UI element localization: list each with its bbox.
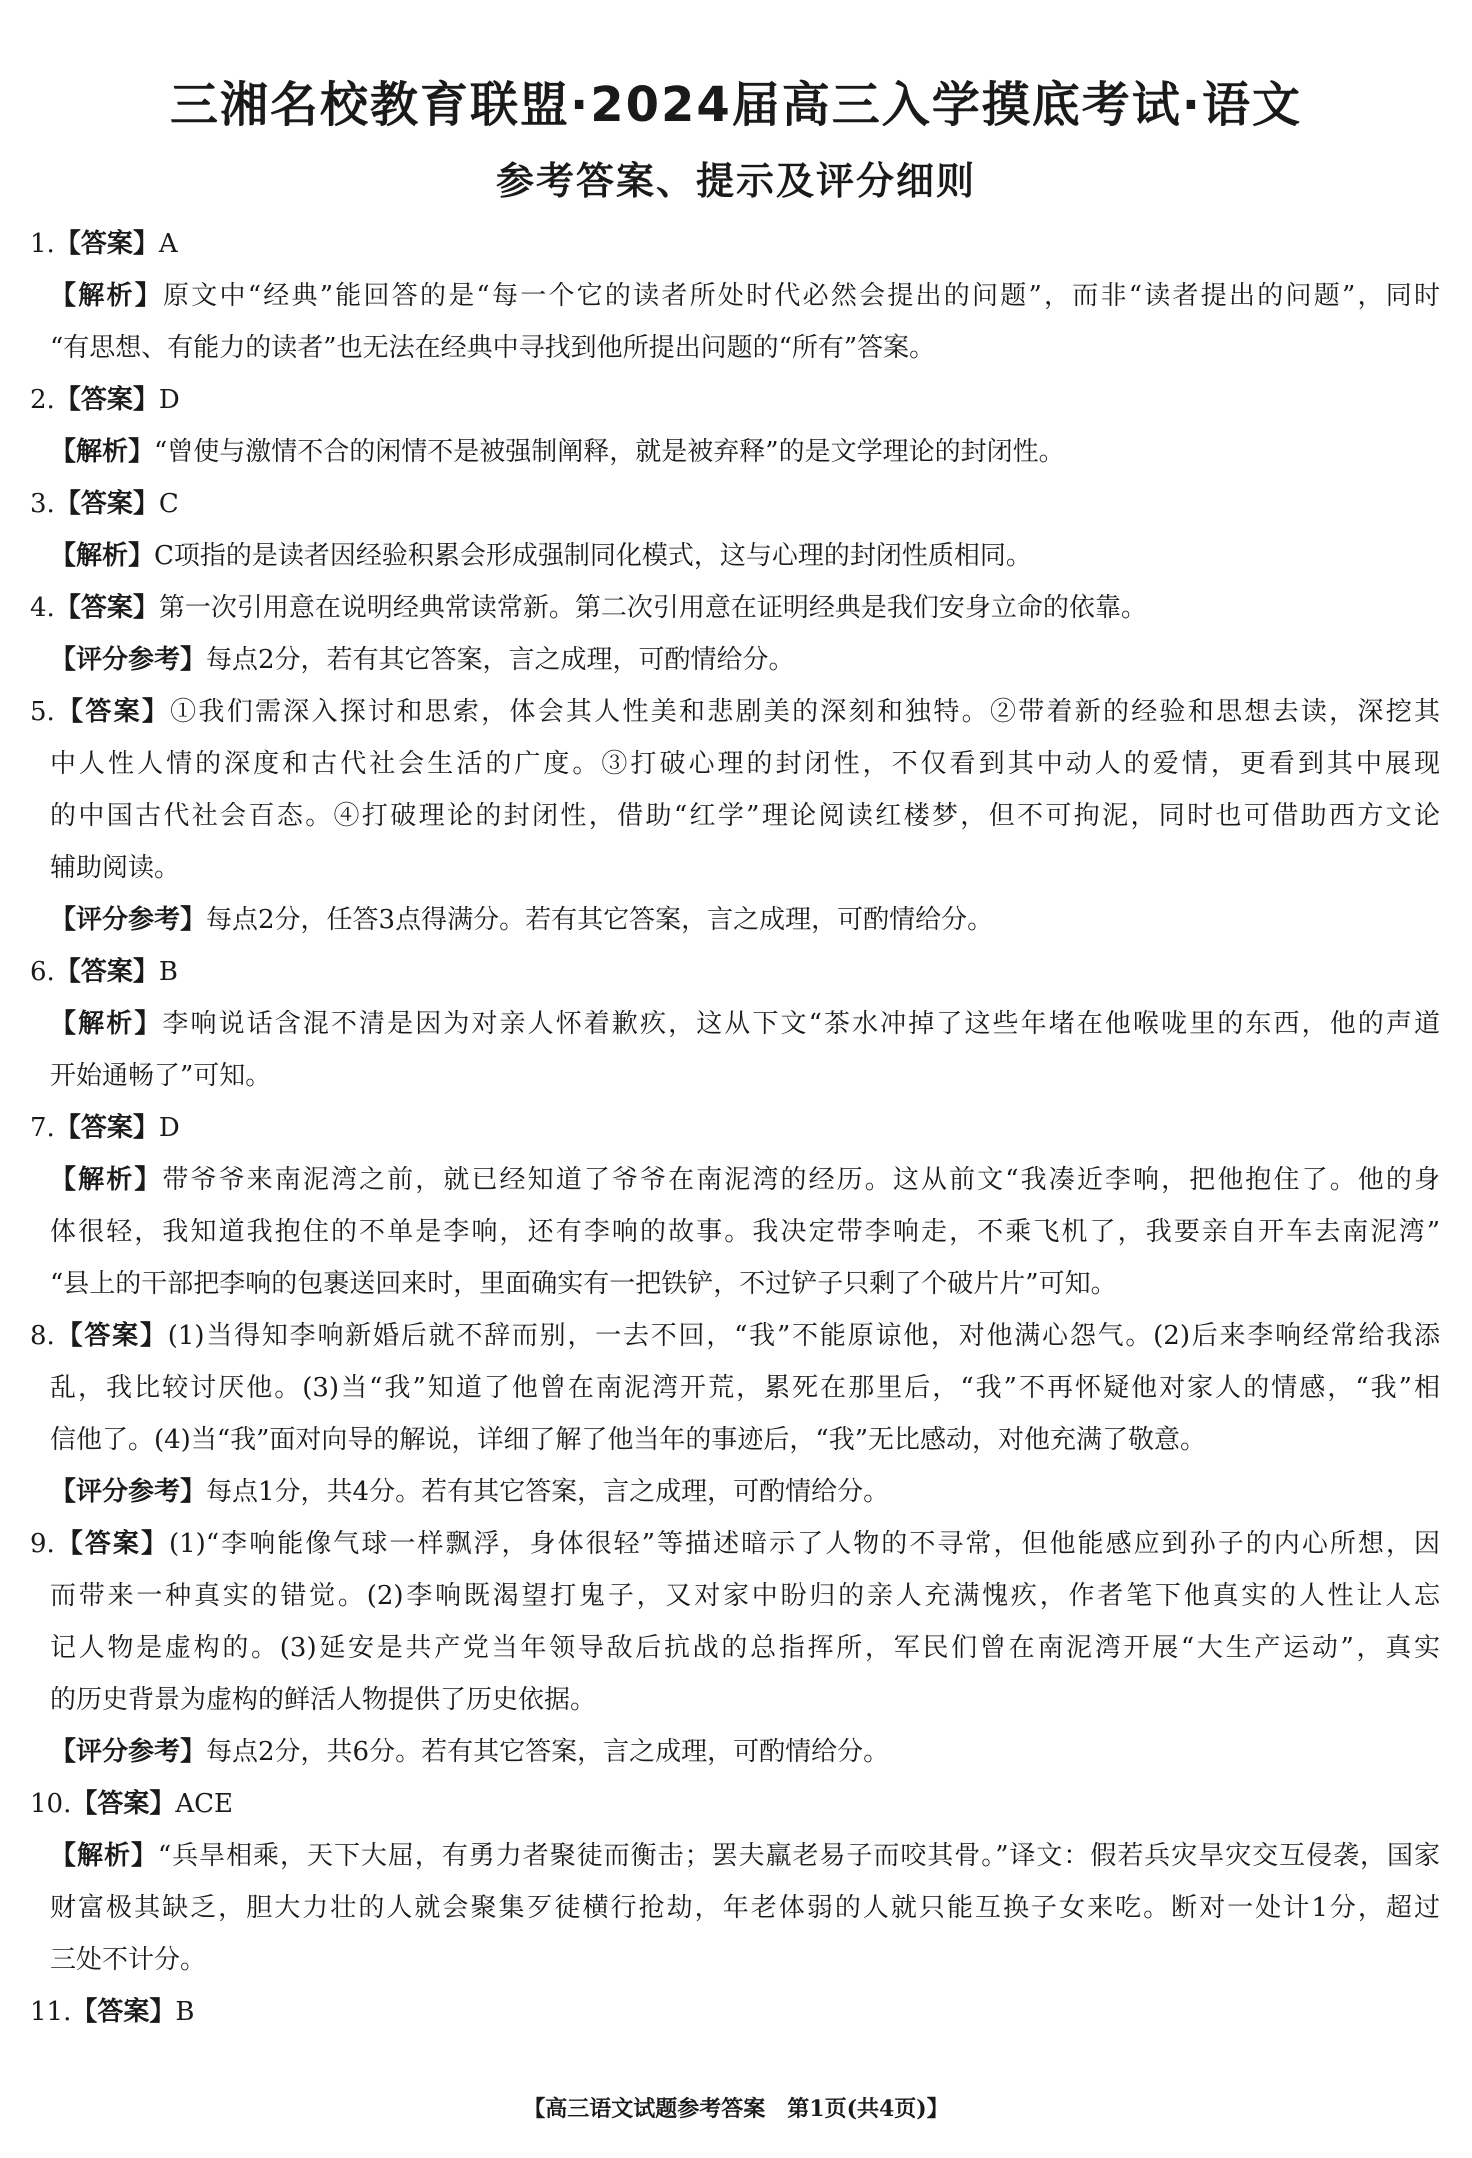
- q7-analysis-line: 体很轻，我知道我抱住的不单是李响，还有李响的故事。我决定带李响走，不乘飞机了，我要亲自开车去南泥湾”: [50, 1217, 1440, 1247]
- document-title: 三湘名校教育联盟·2024届高三入学摸底考试·语文: [169, 77, 1303, 133]
- q1-analysis-line: 【解析】原文中“经典”能回答的是“每一个它的读者所处时代必然会提出的问题”，而非“读者提出的问题”，同时: [50, 281, 1440, 311]
- q5-scoring-line: 【评分参考】每点2分，任答3点得满分。若有其它答案，言之成理，可酌情给分。: [50, 905, 994, 935]
- q1-answer-line: 1.【答案】A: [30, 229, 178, 259]
- q3-analysis-line: 【解析】C项指的是读者因经验积累会形成强制同化模式，这与心理的封闭性质相同。: [50, 541, 1032, 571]
- scoring-label: 【评分参考】: [50, 1737, 207, 1767]
- answer-label: 【答案】: [54, 1113, 159, 1143]
- q4-answer-line: 4.【答案】第一次引用意在说明经典常读常新。第二次引用意在证明经典是我们安身立命的依靠。: [30, 593, 1147, 623]
- q5-answer-line: 的中国古代社会百态。④打破理论的封闭性，借助“红学”理论阅读红楼梦，但不可拘泥，同时也可借助西方文论: [50, 801, 1440, 831]
- q2-answer-line: 2.【答案】D: [30, 385, 180, 415]
- q9-answer-line: 记人物是虚构的。(3)延安是共产党当年领导敌后抗战的总指挥所，军民们曾在南泥湾开展“大生产运动”，真实: [50, 1633, 1440, 1663]
- q6-analysis-line: 【解析】李响说话含混不清是因为对亲人怀着歉疚，这从下文“茶水冲掉了这些年堵在他喉咙里的东西，他的声道: [50, 1009, 1440, 1039]
- q5-answer-line: 5.【答案】①我们需深入探讨和思索，体会其人性美和悲剧美的深刻和独特。②带着新的经验和思想去读，深挖其: [30, 697, 1440, 727]
- answer-label: 【答案】: [54, 697, 171, 727]
- analysis-label: 【解析】: [50, 437, 155, 467]
- q4-answer: 第一次引用意在说明经典常读常新。第二次引用意在证明经典是我们安身立命的依靠。: [158, 593, 1147, 623]
- q9-answer-line: 9.【答案】(1)“李响能像气球一样飘浮，身体很轻”等描述暗示了人物的不寻常，但他能感应到孙子的内心所想，因: [30, 1529, 1440, 1559]
- q10-analysis-line: 【解析】“兵旱相乘，天下大屈，有勇力者聚徒而衡击；罢夫羸老易子而咬其骨。”译文：假若兵灾旱灾交互侵袭，国家: [50, 1841, 1440, 1871]
- q9-answer-line: 而带来一种真实的错觉。(2)李响既渴望打鬼子，又对家中盼归的亲人充满愧疚，作者笔下他真实的人性让人忘: [50, 1581, 1440, 1611]
- q1-answer: A: [158, 229, 178, 259]
- q3-answer: C: [158, 489, 179, 519]
- q7-analysis-line: “县上的干部把李响的包裹送回来时，里面确实有一把铁铲，不过铲子只剩了个破片片”可知。: [50, 1269, 1117, 1299]
- scoring-label: 【评分参考】: [50, 905, 207, 935]
- answer-label: 【答案】: [54, 1321, 168, 1351]
- q5-answer-line: 辅助阅读。: [50, 853, 181, 883]
- q8-scoring-line: 【评分参考】每点1分，共4分。若有其它答案，言之成理，可酌情给分。: [50, 1477, 890, 1507]
- analysis-label: 【解析】: [50, 541, 155, 571]
- q11-answer: B: [175, 1997, 195, 2027]
- q2-analysis-line: 【解析】“曾使与激情不合的闲情不是被强制阐释，就是被弃释”的是文学理论的封闭性。: [50, 437, 1065, 467]
- q10-analysis-line: 财富极其缺乏，胆大力壮的人就会聚集歹徒横行抢劫，年老体弱的人就只能互换子女来吃。断对一处计1分，超过: [50, 1893, 1440, 1923]
- q7-answer: D: [158, 1113, 180, 1143]
- q6-analysis-line: 开始通畅了”可知。: [50, 1061, 272, 1091]
- q10-analysis-line: 三处不计分。: [50, 1945, 207, 1975]
- answer-label: 【答案】: [71, 1789, 176, 1819]
- q8-answer-line: 8.【答案】(1)当得知李响新婚后就不辞而别，一去不回，“我”不能原谅他，对他满心怨气。(2)后来李响经常给我添: [30, 1321, 1440, 1351]
- q7-analysis-line: 【解析】带爷爷来南泥湾之前，就已经知道了爷爷在南泥湾的经历。这从前文“我凑近李响，把他抱住了。他的身: [50, 1165, 1440, 1195]
- scoring-label: 【评分参考】: [50, 1477, 207, 1507]
- q9-answer-line: 的历史背景为虚构的鲜活人物提供了历史依据。: [50, 1685, 597, 1715]
- q5-answer-line: 中人性人情的深度和古代社会生活的广度。③打破心理的封闭性，不仅看到其中动人的爱情，更看到其中展现: [50, 749, 1440, 779]
- answer-label: 【答案】: [54, 489, 159, 519]
- q7-answer-line: 7.【答案】D: [30, 1113, 180, 1143]
- q6-answer: B: [158, 957, 178, 987]
- analysis-label: 【解析】: [50, 1841, 158, 1871]
- page-footer: 【高三语文试题参考答案 第1页(共4页)】: [523, 2096, 949, 2122]
- document-subtitle: 参考答案、提示及评分细则: [495, 159, 976, 203]
- analysis-label: 【解析】: [50, 1165, 163, 1195]
- q6-answer-line: 6.【答案】B: [30, 957, 178, 987]
- q4-scoring-line: 【评分参考】每点2分，若有其它答案，言之成理，可酌情给分。: [50, 645, 795, 675]
- q10-answer-line: 10.【答案】ACE: [30, 1789, 234, 1819]
- answer-label: 【答案】: [54, 1529, 169, 1559]
- q1-analysis-line: “有思想、有能力的读者”也无法在经典中寻找到他所提出问题的“所有”答案。: [50, 333, 936, 363]
- q2-answer: D: [158, 385, 180, 415]
- q10-answer: ACE: [175, 1789, 234, 1819]
- answer-label: 【答案】: [54, 229, 159, 259]
- q8-answer-line: 信他了。(4)当“我”面对向导的解说，详细了解了他当年的事迹后，“我”无比感动，对他充满了敬意。: [50, 1425, 1206, 1455]
- analysis-label: 【解析】: [50, 1009, 163, 1039]
- q3-answer-line: 3.【答案】C: [30, 489, 179, 519]
- answer-label: 【答案】: [71, 1997, 176, 2027]
- answer-list: [30, 218, 1440, 2038]
- q8-answer-line: 乱，我比较讨厌他。(3)当“我”知道了他曾在南泥湾开荒，累死在那里后，“我”不再怀疑他对家人的情感，“我”相: [50, 1373, 1440, 1403]
- q9-scoring-line: 【评分参考】每点2分，共6分。若有其它答案，言之成理，可酌情给分。: [50, 1737, 890, 1767]
- answer-label: 【答案】: [54, 593, 159, 623]
- answer-label: 【答案】: [54, 385, 159, 415]
- analysis-label: 【解析】: [50, 281, 163, 311]
- q11-answer-line: 11.【答案】B: [30, 1997, 195, 2027]
- answer-label: 【答案】: [54, 957, 159, 987]
- scoring-label: 【评分参考】: [50, 645, 207, 675]
